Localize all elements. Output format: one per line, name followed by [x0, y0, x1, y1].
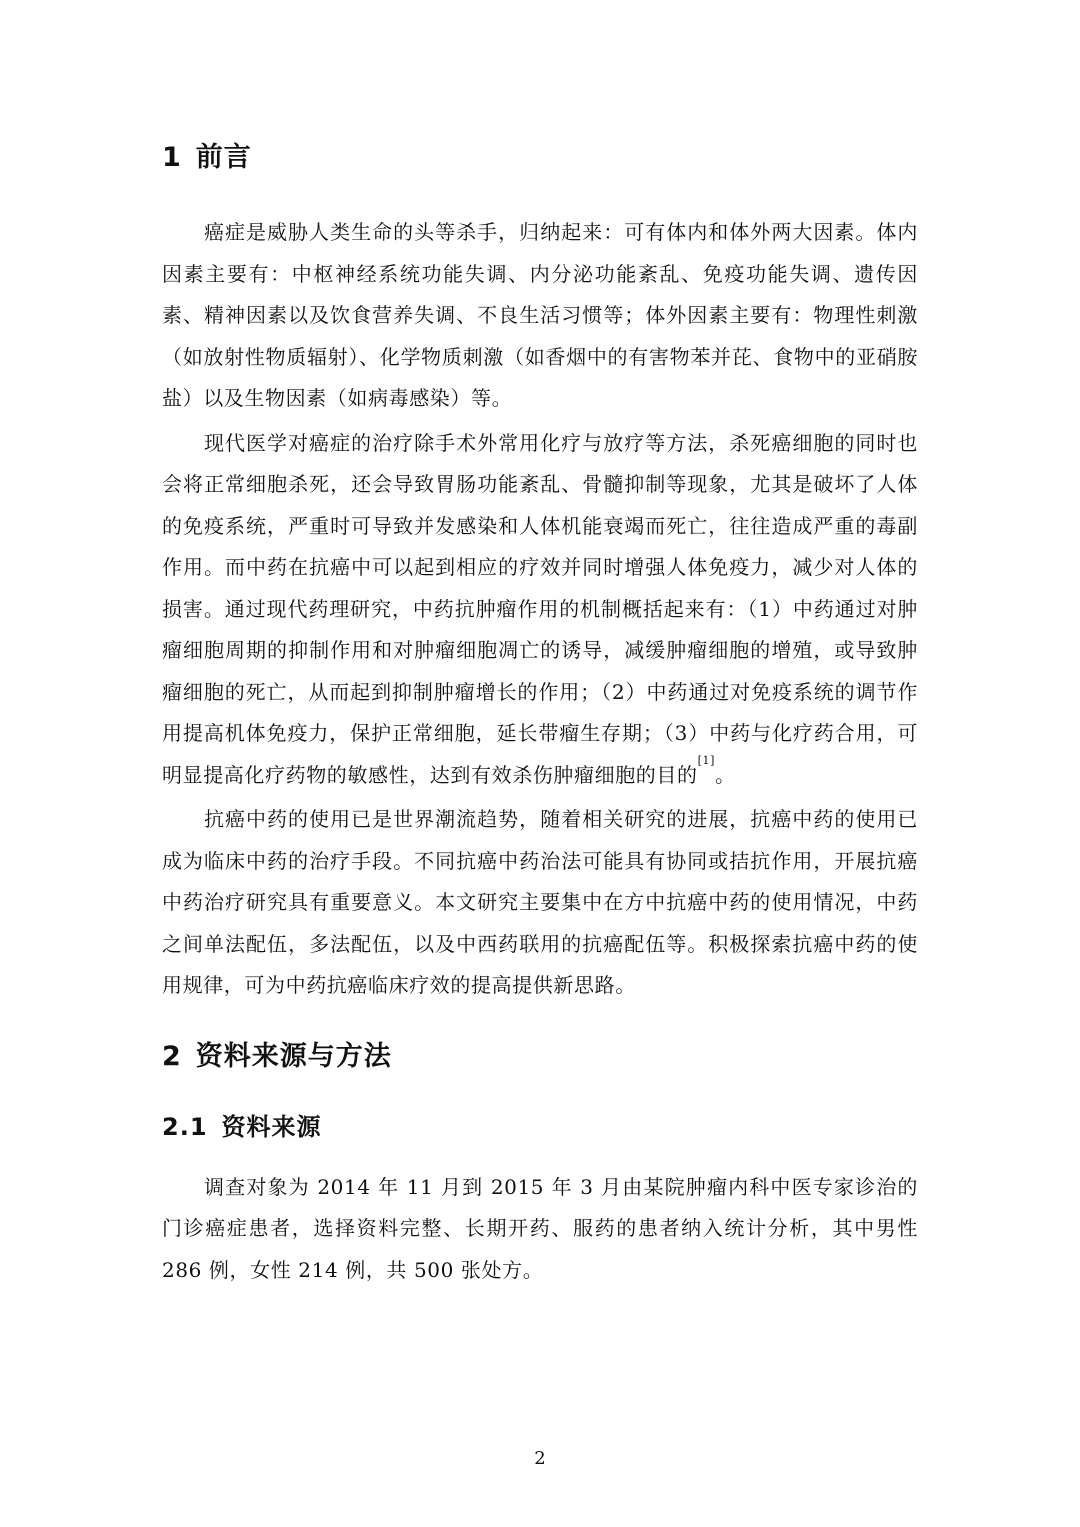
section-heading-2 [162, 1037, 918, 1077]
paragraph-end-punctuation: 。 [715, 762, 736, 787]
page-number: 2 [534, 1448, 546, 1469]
subsection-number: 2.1 [162, 1112, 208, 1141]
subsection-title: 资料来源 [221, 1112, 322, 1141]
section-title: 资料来源与方法 [195, 1040, 392, 1072]
section-title: 前言 [195, 142, 252, 173]
page-content [162, 138, 918, 1291]
subsection-heading-2-1 [162, 1109, 918, 1145]
section-heading-1 [162, 138, 918, 178]
paragraph-text: 现代医学对癌症的治疗除手术外常用化疗与放疗等方法，杀死癌细胞的同时也会将正常细胞杀死，还会导致胃肠功能紊乱、骨髓抑制等现象，尤其是破坏了人体的免疫系统，严重时可导致并发感染和人体机能衰竭而死亡，往往造成严重的毒副作用。而中药在抗癌中可以起到相应的疗效并同时增强人体免疫力，减少对人体的损害。通过现代药理研究，中药抗肿瘤作用的机制概括起来有：（1）中药通过对肿瘤细胞周期的抑制作用和对肿瘤细胞凋亡的诱导，减缓肿瘤细胞的增殖，或导致肿瘤细胞的死亡，从而起到抑制肿瘤增长的作用；（2）中药通过对免疫系统的调节作用提高机体免疫力，保护正常细胞，延长带瘤生存期；（3）中药与化疗药合用，可明显提高化疗药物的敏感性，达到有效杀伤肿瘤细胞的目的 [162, 430, 918, 787]
section-number: 2 [162, 1040, 182, 1072]
paragraph-data-source: 调查对象为 2014 年 11 月到 2015 年 3 月由某院肿瘤内科中医专家诊治的门诊癌症患者，选择资料完整、长期开药、服药的患者纳入统计分析，其中男性 286 例，女性 214 例，共 500 张处方。 [162, 1174, 918, 1282]
paragraph-introduction-3: 抗癌中药的使用已是世界潮流趋势，随着相关研究的进展，抗癌中药的使用已成为临床中药的治疗手段。不同抗癌中药治法可能具有协同或拮抗作用，开展抗癌中药治疗研究具有重要意义。本文研究主要集中在方中抗癌中药的使用情况，中药之间单法配伍，多法配伍，以及中西药联用的抗癌配伍等。积极探索抗癌中药的使用规律，可为中药抗癌临床疗效的提高提供新思路。 [162, 807, 918, 997]
paragraph-introduction-1: 癌症是威胁人类生命的头等杀手，归纳起来：可有体内和体外两大因素。体内因素主要有：中枢神经系统功能失调、内分泌功能紊乱、免疫功能失调、遗传因素、精神因素以及饮食营养失调、不良生活习惯等；体外因素主要有：物理性刺激（如放射性物质辐射）、化学物质刺激（如香烟中的有害物苯并芘、食物中的亚硝胺盐）以及生物因素（如病毒感染）等。 [162, 220, 918, 410]
citation-reference[interactable]: [1] [697, 753, 715, 767]
paragraph-introduction-2 [162, 423, 918, 797]
section-number: 1 [162, 142, 182, 173]
